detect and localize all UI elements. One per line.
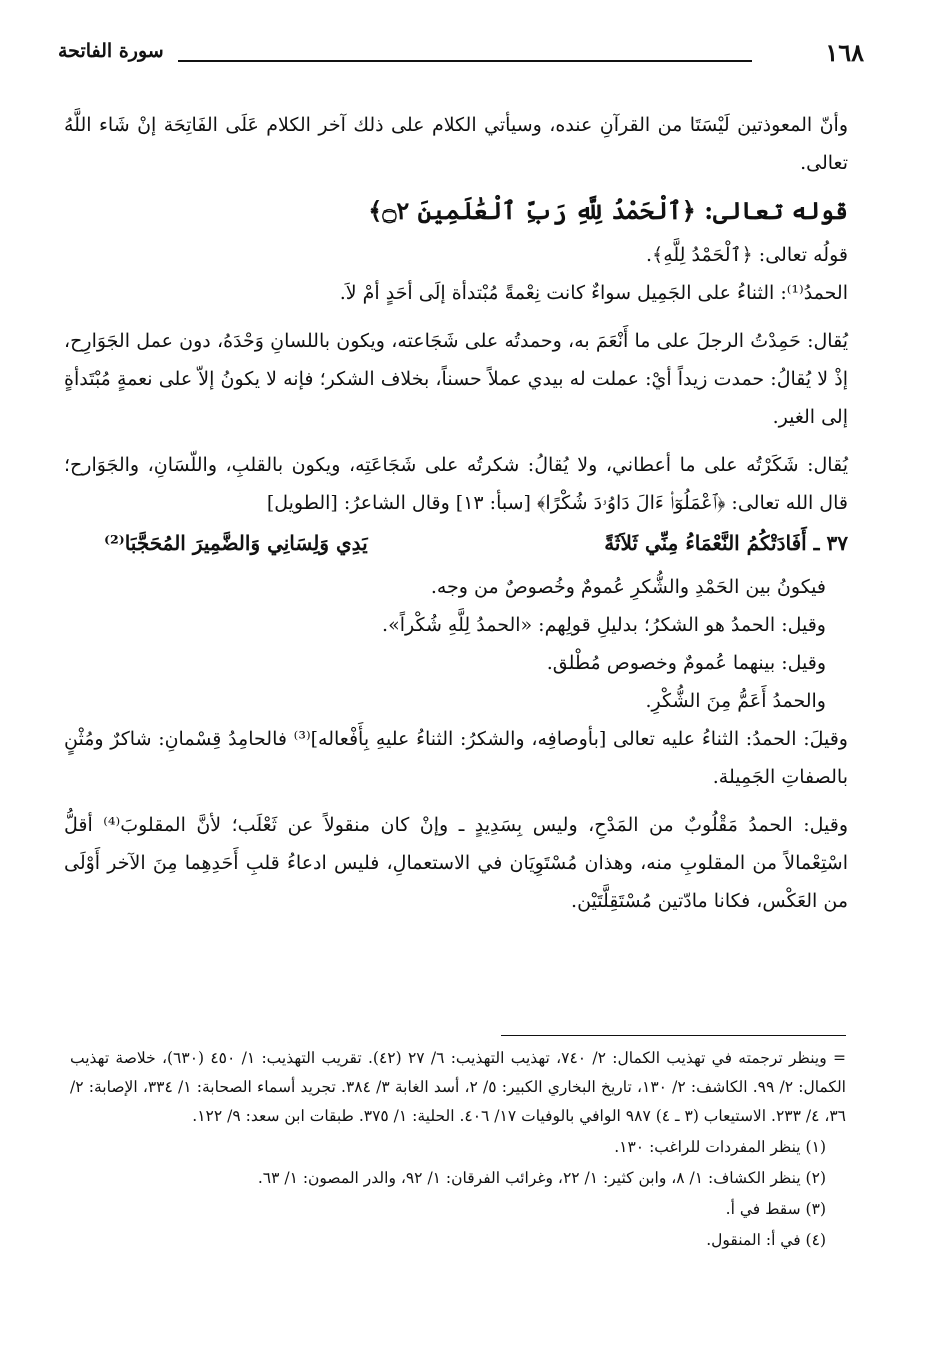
footnote-continuation: = وينظر ترجمته في تهذيب الكمال: ٢/ ٧٤٠، تهذيب التهذيب: ٦/ ٢٧ (٤٢). تقريب التهذيب: ١/ ٤٥٠ (٦٣٠)، خلاصة تهذيب الكمال: ٢/ ٩٩. الكاشف: ٢/ ١٣٠، تاريخ البخاري الكبير: ٥/ ٢، أسد الغابة ٣/ ٣٨٤. تجريد أسماء الصحابة: ١/ ٣٣٤، الإصابة: ٢/ ٣٦، ٤/ ٢٣٣. الاستيعاب (٣ ـ ٤) ٩٨٧ الوافي بالوفيات ١٧/ ٤٠٦. الحلية: ١/ ٣٧٥. طبقات ابن سعد: ٩/ ١٢٢. xyxy=(70,1049,846,1125)
surah-title: سورة الفاتحة xyxy=(58,40,164,62)
footnote-rule xyxy=(501,1035,846,1036)
header-rule xyxy=(178,60,752,62)
paragraph: قولُه تعالى: ﴿ٱلْحَمْدُ لِلَّهِ﴾. xyxy=(646,244,848,266)
paragraph: يُقال: شَكَرْتُه على ما أعطاني، ولا يُقالُ: شكرتُه على شَجَاعَتِه، ويكون بالقلبِ، واللّسَانِ، والجَوَارح؛ قال الله تعالى: ﴿ٱعْمَلُوٓا۟ ءَالَ دَاوُۥدَ شُكْرًا﴾ [سبأ: ١٣] وقال الشاعرُ: [الطويل] xyxy=(64,454,848,514)
poem-first-hemistich: ٣٧ ـ أَفَادَتْكُمُ النَّعْمَاءُ مِنِّي ثَلاَثَةً xyxy=(604,531,848,555)
poem-second-hemistich: يَدِي وَلِسَانِي وَالضَّمِيرَ المُحَجَّبَا⁽²⁾ xyxy=(104,531,368,555)
paragraph: وقيلَ: الحمدُ: الثناءُ عليه تعالى [بأوصافِه، والشكرُ: الثناءُ عليهِ بِأَفْعاله]⁽³⁾ فالحامِدُ قِسْمانِ: شاكرٌ ومُثْنٍ بالصفاتِ الجَمِيلة. xyxy=(64,728,848,788)
paragraph: فيكونُ بين الحَمْدِ والشُّكرِ عُمومٌ وخُصوصٌ من وجه. xyxy=(430,576,826,598)
paragraph: الحمدُ⁽¹⁾: الثناءُ على الجَمِيل سواءٌ كانت نِعْمةً مُبْتدأة إلَى أحَدٍ أمْ لاَ. xyxy=(339,282,848,304)
poem-verse xyxy=(64,524,848,562)
footnote: (٤) في أ: المنقول. xyxy=(706,1231,826,1249)
footnote: (٢) ينظر الكشاف: ١/ ٨، وابن كثير: ١/ ٢٢، وغرائب الفرقان: ١/ ٩٢، والدر المصون: ١/ ٦٣. xyxy=(257,1169,826,1187)
paragraph: وقيل: الحمدُ هو الشكرُ؛ بدليلِ قولِهم: «الحمدُ لِلَّهِ شُكْراً». xyxy=(382,614,826,636)
page-header xyxy=(58,38,864,72)
paragraph: وقيل: الحمدُ مَقْلُوبٌ من المَدْحِ، وليس بِسَدِيدٍ ـ وإنْ كان منقولاً عن ثَعْلَب؛ لأنَّ المقلوبَ⁽⁴⁾ أقلُّ اسْتِعْمالاً من المقلوبِ منه، وهذان مُسْتَوِيَان في الاستعمالِ، فليس ادعاءُ قلبِ أَحَدِهِما مِنَ الآخر أَوْلَى من العَكْس، فكانا مادّتين مُسْتَقِلَّتَيْن. xyxy=(64,814,848,912)
page-number: ١٦٨ xyxy=(825,38,864,67)
footnotes xyxy=(70,1044,846,1257)
main-text xyxy=(64,106,848,930)
footnote: (٣) سقط في أ. xyxy=(725,1200,826,1218)
paragraph: وأنّ المعوذتين لَيْسَتَا من القرآنِ عنده، وسيأتي الكلام على ذلك آخر الكلام عَلَى الفَاتِحَة إنْ شَاء اللَّهُ تعالى. xyxy=(64,114,848,174)
verse-heading: قوله تعالى: ﴿ٱلْحَمْدُ لِلَّهِ رَبِّ ٱلْعَٰلَمِينَ ۝٢﴾ xyxy=(368,196,848,225)
paragraph: يُقال: حَمِدْتُ الرجلَ على ما أَنْعَمَ به، وحمدتُه على شَجَاعته، ويكون باللسانِ وَحْدَهُ، دون عمل الجَوَارِح، إذْ لا يُقالُ: حمدت زيداً أيْ: عملت له بيدي عملاً حسناً، بخلاف الشكر؛ فإنه لا يكونُ إلاّ على نعمةٍ مُبْتَدأةٍ إلى الغير. xyxy=(64,330,848,428)
paragraph: وقيل: بينهما عُمومٌ وخصوص مُطْلق. xyxy=(546,652,826,674)
paragraph: والحمدُ أَعَمُّ مِنَ الشُّكْرِ. xyxy=(645,690,826,712)
footnote: (١) ينظر المفردات للراغب: ١٣٠. xyxy=(614,1138,826,1156)
